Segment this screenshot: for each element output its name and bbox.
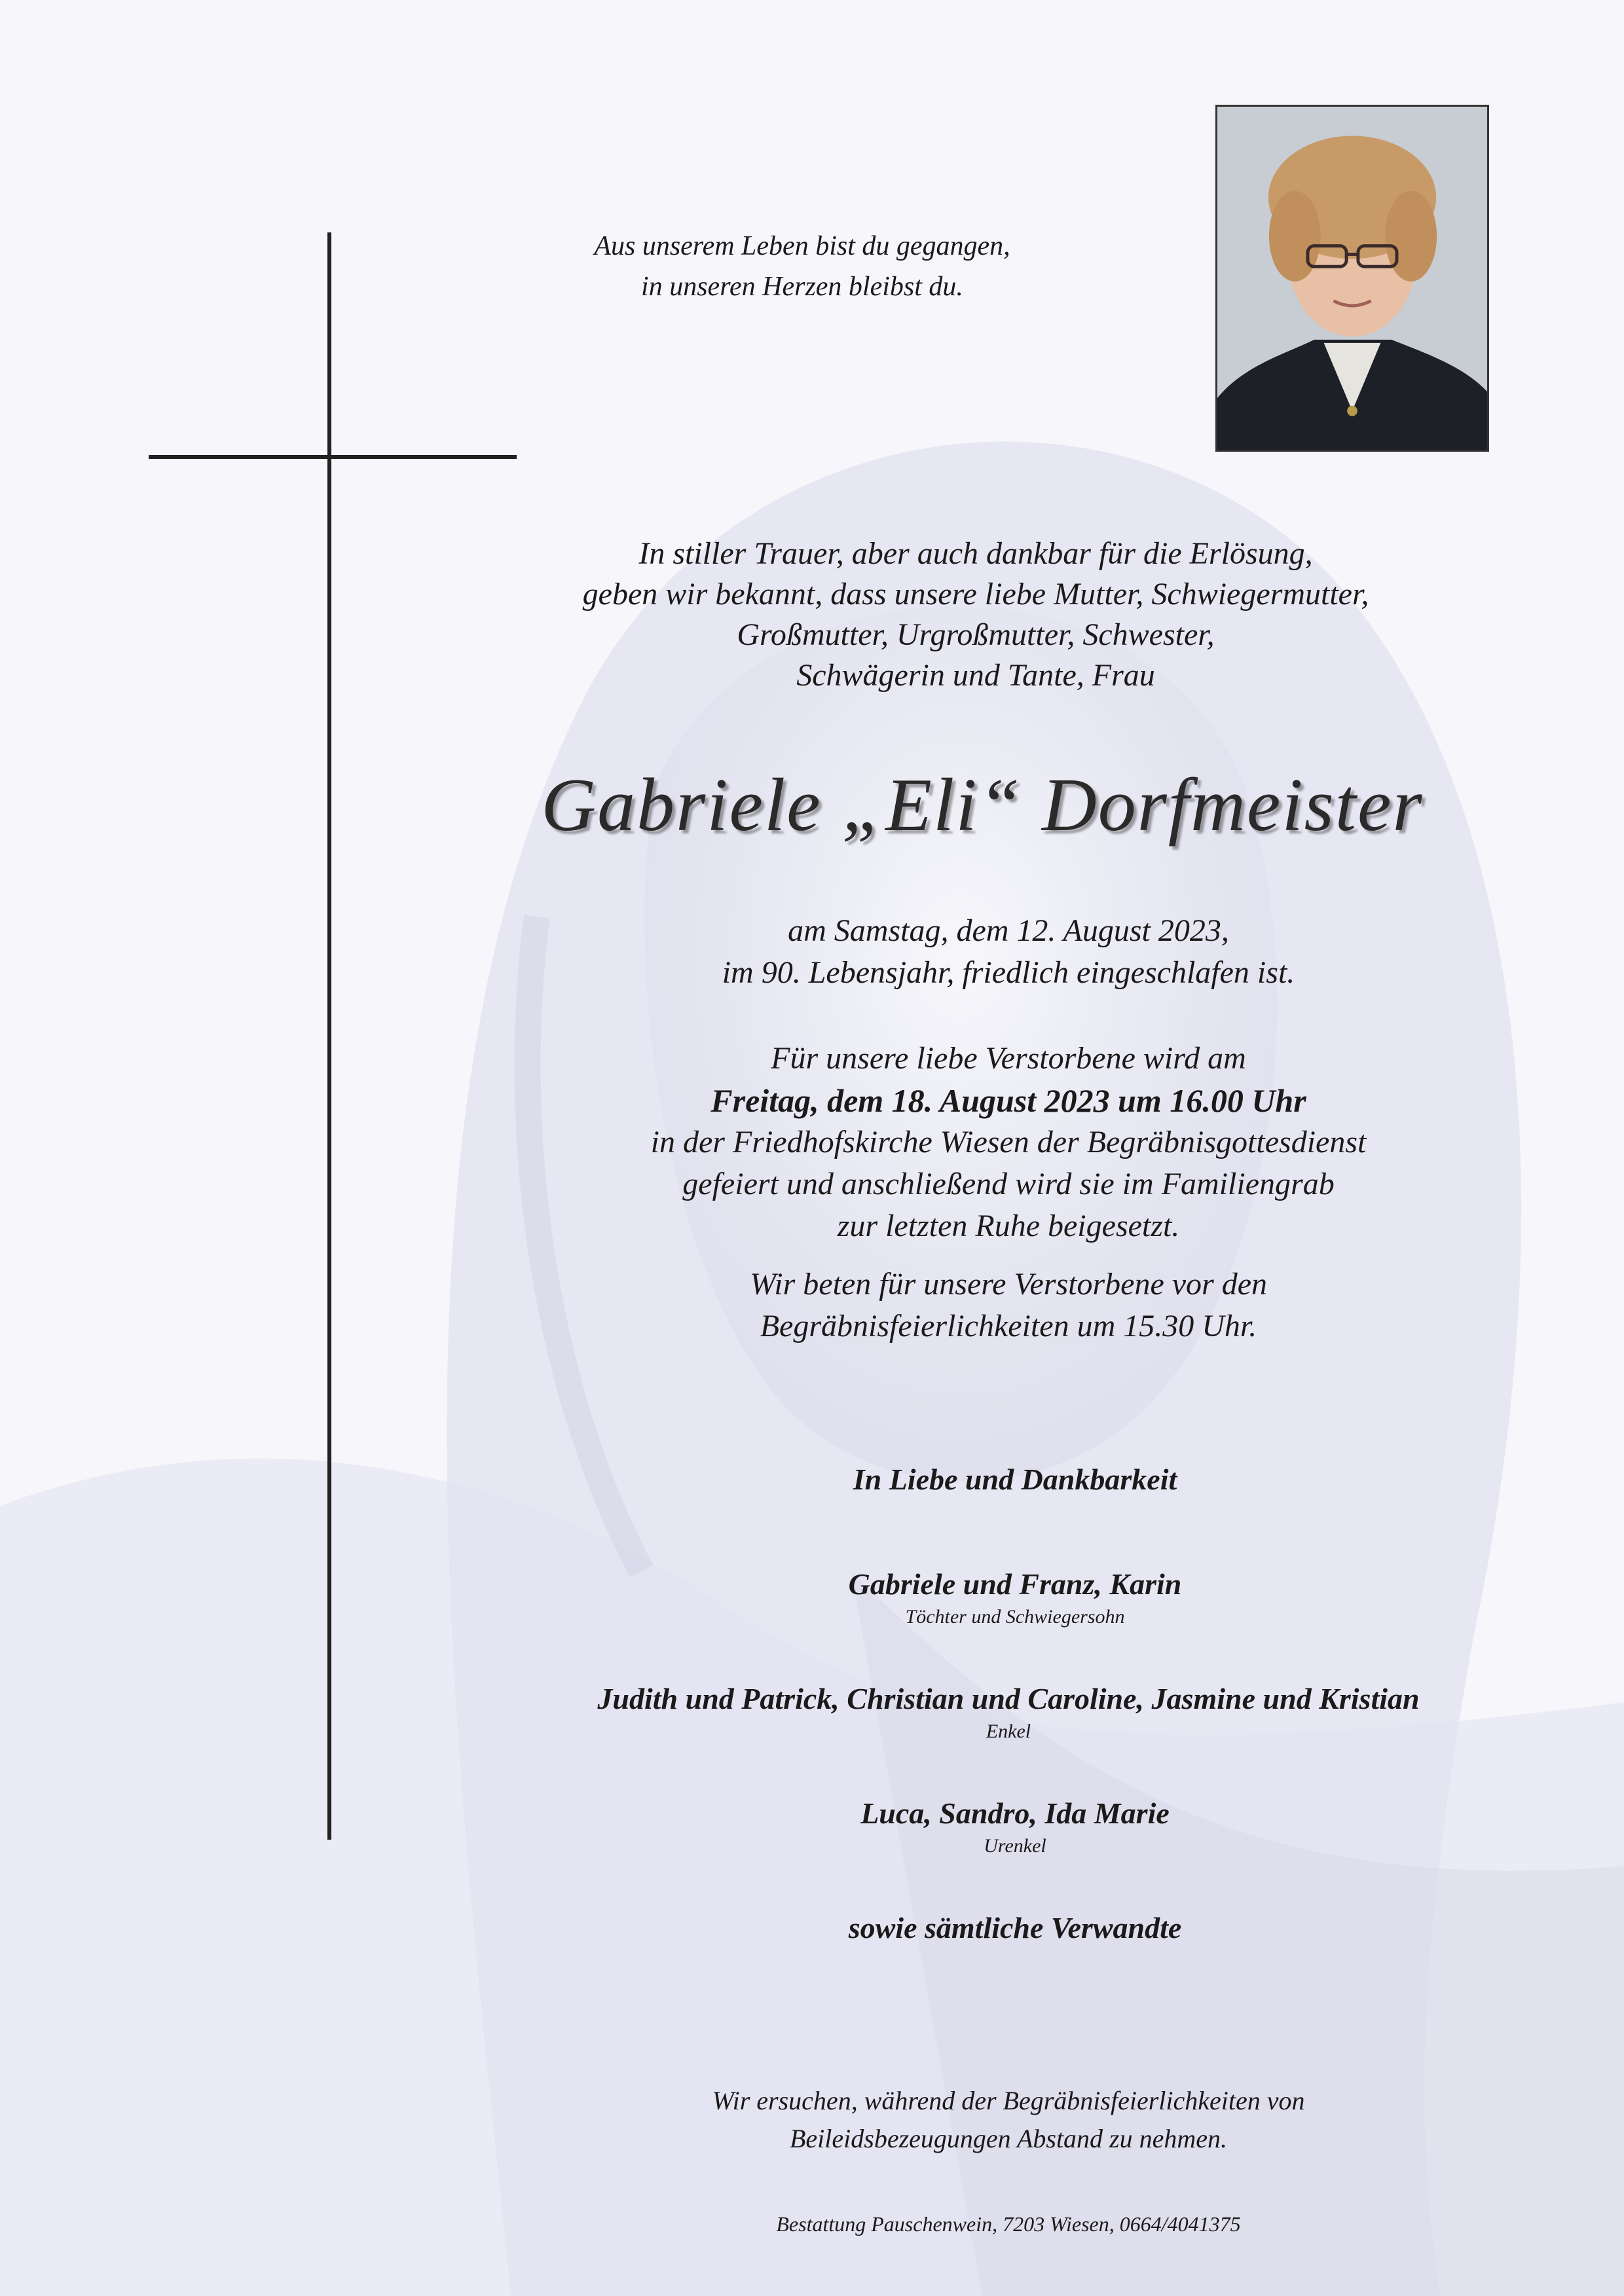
closing-phrase: In Liebe und Dankbarkeit [853,1463,1177,1496]
intro-line: In stiller Trauer, aber auch dankbar für die Erlösung, [638,536,1313,571]
prayer-line: Begräbnisfeierlichkeiten um 15.30 Uhr. [760,1309,1257,1343]
mourner-relation: Töchter und Schwiegersohn [905,1606,1125,1628]
mourner-relation: Enkel [986,1721,1031,1742]
condolence-notice [550,2082,1467,2158]
relatives-line: sowie sämtliche Verwandte [848,1911,1182,1944]
mourner-group-daughters [589,1565,1441,1630]
funeral-date-time: Freitag, dem 18. August 2023 um 16.00 Uhr [710,1082,1306,1119]
notice-line: Beileidsbezeugungen Abstand zu nehmen. [789,2124,1228,2153]
cross-vertical-bar [327,232,331,1840]
deceased-portrait-photo [1215,105,1489,452]
deceased-name: Gabriele „Eli“ Dorfmeister [541,763,1424,847]
funeral-line: zur letzten Ruhe beigesetzt. [837,1209,1180,1243]
death-line: am Samstag, dem 12. August 2023, [788,913,1229,948]
motto-line: in unseren Herzen bleibst du. [641,272,963,302]
motto-verse [458,226,1146,307]
funeral-line: Für unsere liebe Verstorbene wird am [771,1041,1246,1076]
mourner-group-grandchildren [419,1679,1598,1745]
mourner-names: Gabriele und Franz, Karin [848,1567,1182,1601]
intro-line: geben wir bekannt, dass unsere liebe Mutter, Schwiegermutter, [582,577,1369,611]
prayer-line: Wir beten für unsere Verstorbene vor den [749,1267,1268,1302]
intro-line: Großmutter, Urgroßmutter, Schwester, [737,617,1215,652]
funeral-line: gefeiert und anschließend wird sie im Familiengrab [682,1167,1335,1201]
notice-line: Wir ersuchen, während der Begräbnisfeierlichkeiten von [712,2086,1305,2115]
death-details [550,910,1467,994]
funeral-line: in der Friedhofskirche Wiesen der Begräbnisgottesdienst [650,1125,1367,1159]
announcement-intro [485,534,1467,696]
mourner-names: Judith und Patrick, Christian und Caroline, Jasmine und Kristian [597,1682,1420,1715]
mourner-names: Luca, Sandro, Ida Marie [860,1796,1170,1830]
funeral-home-footer: Bestattung Pauschenwein, 7203 Wiesen, 0664/4041375 [776,2212,1241,2236]
mourner-relation: Urenkel [984,1835,1046,1857]
mourner-group-great-grandchildren [589,1794,1441,1859]
cross-horizontal-bar [149,455,517,459]
funeral-details [517,1038,1500,1247]
prayer-notice [550,1264,1467,1347]
motto-line: Aus unserem Leben bist du gegangen, [594,231,1010,261]
intro-line: Schwägerin und Tante, Frau [796,658,1155,693]
death-line: im 90. Lebensjahr, friedlich eingeschlafen ist. [722,955,1295,990]
